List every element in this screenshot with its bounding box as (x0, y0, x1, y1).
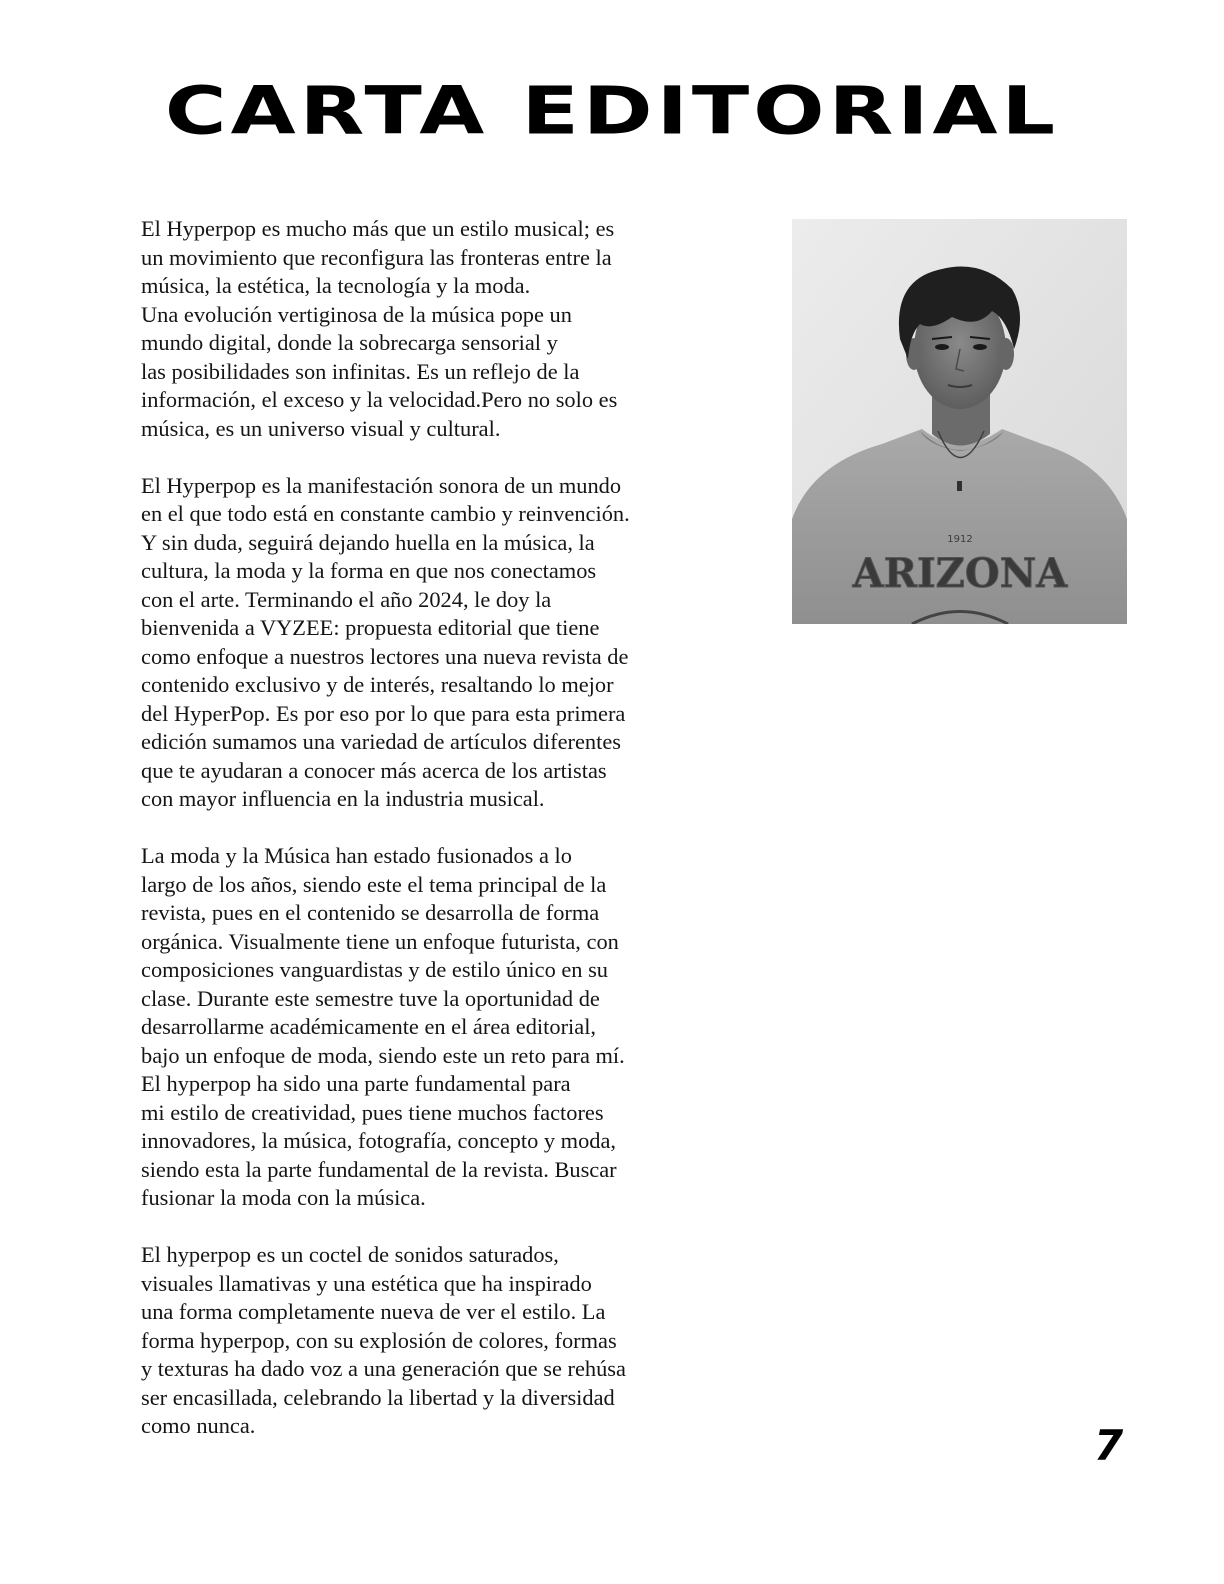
text-line: edición sumamos una variedad de artículos diferentes (141, 729, 621, 754)
text-line: una forma completamente nueva de ver el estilo. La (141, 1299, 606, 1324)
text-line: clase. Durante este semestre tuve la oportunidad de (141, 985, 600, 1011)
text-line: El Hyperpop es la manifestación sonora de un mundo (141, 472, 622, 498)
text-line: un movimiento que reconfigura las fronteras entre la (141, 244, 612, 270)
text-line: visuales llamativas y una estética que ha inspirado (141, 1270, 592, 1296)
shirt-year-text: 1912 (947, 534, 973, 545)
text-line: música, es un universo visual y cultural. (141, 415, 501, 441)
text-line: las posibilidades son infinitas. Es un reflejo de la (141, 358, 580, 384)
author-portrait-photo (792, 219, 1127, 624)
text-line: música, la estética, la tecnología y la moda. (141, 273, 531, 298)
text-line: mi estilo de creatividad, pues tiene muchos factores (141, 1099, 604, 1125)
text-line: contenido exclusivo y de interés, resaltando lo mejor (141, 672, 614, 697)
text-line: largo de los años, siendo este el tema principal de la (141, 871, 607, 897)
text-line: siendo esta la parte fundamental de la revista. Buscar (141, 1156, 617, 1182)
text-line: del HyperPop. Es por eso por lo que para esta primera (141, 700, 626, 726)
shirt-brand-text: ARIZONA (852, 550, 1068, 597)
text-line: revista, pues en el contenido se desarrolla de forma (141, 900, 600, 925)
text-line: que te ayudaran a conocer más acerca de los artistas (141, 757, 607, 783)
paragraph-2 (141, 472, 731, 814)
page-number: 7 (1094, 1421, 1124, 1470)
text-line: cultura, la moda y la forma en que nos conectamos (141, 558, 597, 583)
paragraph-4 (141, 1241, 731, 1441)
text-line: con el arte. Terminando el año 2024, le doy la (141, 586, 552, 612)
text-line: bienvenida a VYZEE: propuesta editorial que tiene (141, 615, 600, 640)
page-title: CARTA EDITORIAL (164, 72, 1060, 149)
paragraph-1 (141, 215, 731, 443)
text-line: composiciones vanguardistas y de estilo único en su (141, 957, 608, 982)
text-line: en el que todo está en constante cambio y reinvención. (141, 501, 630, 526)
text-line: fusionar la moda con la música. (141, 1185, 426, 1210)
text-line: forma hyperpop, con su explosión de colores, formas (141, 1327, 617, 1353)
text-line: El hyperpop es un coctel de sonidos saturados, (141, 1242, 559, 1267)
text-line: Y sin duda, seguirá dejando huella en la música, la (141, 529, 595, 555)
text-line: con mayor influencia en la industria musical. (141, 786, 545, 811)
text-line: orgánica. Visualmente tiene un enfoque futurista, con (141, 928, 619, 954)
text-line: como nunca. (141, 1413, 256, 1438)
text-line: mundo digital, donde la sobrecarga sensorial y (141, 330, 558, 355)
text-line: información, el exceso y la velocidad.Pero no solo es (141, 387, 618, 412)
text-line: innovadores, la música, fotografía, concepto y moda, (141, 1128, 617, 1153)
editorial-body (141, 215, 731, 1469)
text-line: desarrollarme académicamente en el área editorial, (141, 1014, 597, 1039)
paragraph-3 (141, 842, 731, 1213)
text-line: y texturas ha dado voz a una generación que se rehúsa (141, 1356, 626, 1381)
text-line: La moda y la Música han estado fusionados a lo (141, 843, 572, 868)
portrait-illustration (792, 219, 1127, 624)
text-line: El hyperpop ha sido una parte fundamental para (141, 1071, 571, 1096)
text-line: El Hyperpop es mucho más que un estilo musical; es (141, 216, 615, 241)
text-line: Una evolución vertiginosa de la música pope un (141, 301, 572, 327)
text-line: ser encasillada, celebrando la libertad y la diversidad (141, 1384, 615, 1410)
text-line: bajo un enfoque de moda, siendo este un reto para mí. (141, 1042, 625, 1068)
text-line: como enfoque a nuestros lectores una nueva revista de (141, 643, 629, 669)
